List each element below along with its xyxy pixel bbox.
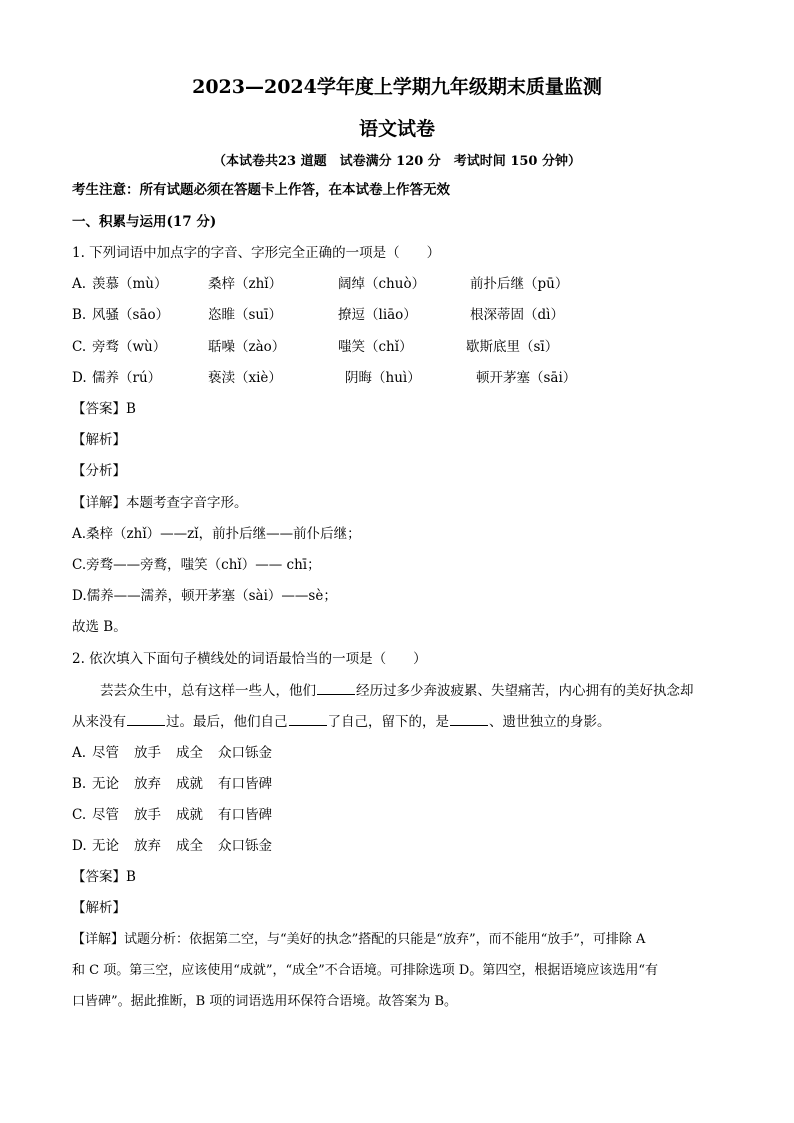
option-letter: D. — [72, 838, 87, 854]
question-2-passage-line-2 — [72, 711, 611, 732]
option-word: 成全 — [176, 745, 203, 761]
option-item: 旁骛（wù） — [92, 339, 167, 355]
question-1-detail-line: C.旁骛——旁鹜，嗤笑（chǐ）—— chī； — [72, 557, 321, 573]
option-item: 儒养（rú） — [92, 370, 162, 386]
option-word: 尽管 — [92, 745, 119, 761]
option-letter: C. — [72, 807, 87, 823]
exam-info: （本试卷共23 道题 试卷满分 120 分 考试时间 150 分钟） — [213, 154, 581, 169]
option-item: 恣睢（suī） — [208, 307, 282, 323]
option-item: 根深蒂固（dì） — [470, 307, 564, 323]
question-2-detail-line: 口皆碑”。据此推断，B 项的词语选用环保符合语境。故答案为 B。 — [72, 994, 458, 1009]
option-word: 放弃 — [134, 776, 161, 792]
option-item: 阔绰（chuò） — [338, 276, 426, 292]
option-letter: B. — [72, 776, 87, 792]
fill-blank — [450, 711, 488, 726]
option-word: 众口铄金 — [218, 745, 272, 761]
passage-text: 经历过多少奔波疲累、失望痛苦，内心拥有的美好执念却 — [356, 683, 694, 699]
exam-title: 2023—2024学年度上学期九年级期末质量监测 — [192, 76, 602, 98]
question-1-analysis: 【解析】 — [72, 432, 126, 448]
question-1-answer: 【答案】B — [72, 401, 136, 417]
passage-text: 、遗世独立的身影。 — [489, 714, 611, 730]
fill-blank — [127, 711, 165, 726]
option-item: 撩逗（liāo） — [338, 307, 417, 323]
question-2-passage-line-1 — [100, 680, 694, 701]
question-2-stem: 2. 依次填入下面句子横线处的词语最恰当的一项是（ ） — [72, 651, 427, 667]
option-item: 羡慕（mù） — [92, 276, 168, 292]
question-2-detail-line: 【详解】试题分析：依据第二空，与“美好的执念”搭配的只能是“放弃”，而不能用“放手”，可排除 A — [72, 932, 646, 947]
option-item: 嗤笑（chǐ） — [338, 339, 413, 355]
option-item: 阴晦（huì） — [345, 370, 421, 386]
option-word: 放手 — [134, 807, 161, 823]
fill-blank — [289, 711, 327, 726]
question-1-detail-line: D.儒养——濡养，顿开茅塞（sài）——sè； — [72, 588, 337, 604]
option-word: 成全 — [176, 838, 203, 854]
option-item: 歇斯底里（sī） — [466, 339, 559, 355]
option-item: 顿开茅塞（sāi） — [476, 370, 577, 386]
exam-subject: 语文试卷 — [358, 118, 435, 140]
option-item: 亵渎（xiè） — [208, 370, 282, 386]
option-letter: A. — [72, 276, 87, 292]
exam-notice: 考生注意：所有试题必须在答题卡上作答，在本试卷上作答无效 — [72, 182, 450, 198]
question-2-analysis: 【解析】 — [72, 900, 126, 916]
question-2-answer: 【答案】B — [72, 869, 136, 885]
option-item: 桑梓（zhǐ） — [208, 276, 283, 292]
option-letter: C. — [72, 339, 87, 355]
passage-text: 过。最后，他们自己 — [166, 714, 288, 730]
option-item: 风骚（sāo） — [92, 307, 170, 323]
option-word: 无论 — [92, 838, 119, 854]
option-item: 前扑后继（pū） — [470, 276, 569, 292]
option-word: 放弃 — [134, 838, 161, 854]
option-word: 有口皆碑 — [218, 776, 272, 792]
question-1-detail-line: A.桑梓（zhǐ）——zǐ，前扑后继——前仆后继； — [72, 526, 361, 542]
option-letter: B. — [72, 307, 87, 323]
option-letter: D. — [72, 370, 87, 386]
option-word: 放手 — [134, 745, 161, 761]
option-word: 无论 — [92, 776, 119, 792]
passage-text: 芸芸众生中，总有这样一些人，他们 — [100, 683, 316, 699]
option-word: 众口铄金 — [218, 838, 272, 854]
option-word: 成就 — [176, 776, 203, 792]
question-2-detail-line: 和 C 项。第三空，应该使用“成就”，“成全”不合语境。可排除选项 D。第四空，根据语境应该选用“有 — [72, 963, 658, 978]
option-word: 有口皆碑 — [218, 807, 272, 823]
option-word: 成就 — [176, 807, 203, 823]
option-word: 尽管 — [92, 807, 119, 823]
passage-text: 从来没有 — [72, 714, 126, 730]
question-1-detail: 【详解】本题考查字音字形。 — [72, 495, 248, 511]
question-1-stem: 1. 下列词语中加点字的字音、字形完全正确的一项是（ ） — [72, 245, 441, 261]
passage-text: 了自己，留下的，是 — [327, 714, 449, 730]
question-1-conclusion: 故选 B。 — [72, 619, 127, 635]
option-letter: A. — [72, 745, 87, 761]
option-item: 聒噪（zào） — [208, 339, 286, 355]
question-1-fenxi: 【分析】 — [72, 463, 126, 479]
fill-blank — [317, 680, 355, 695]
section-heading: 一、积累与运用(17 分) — [72, 214, 217, 230]
